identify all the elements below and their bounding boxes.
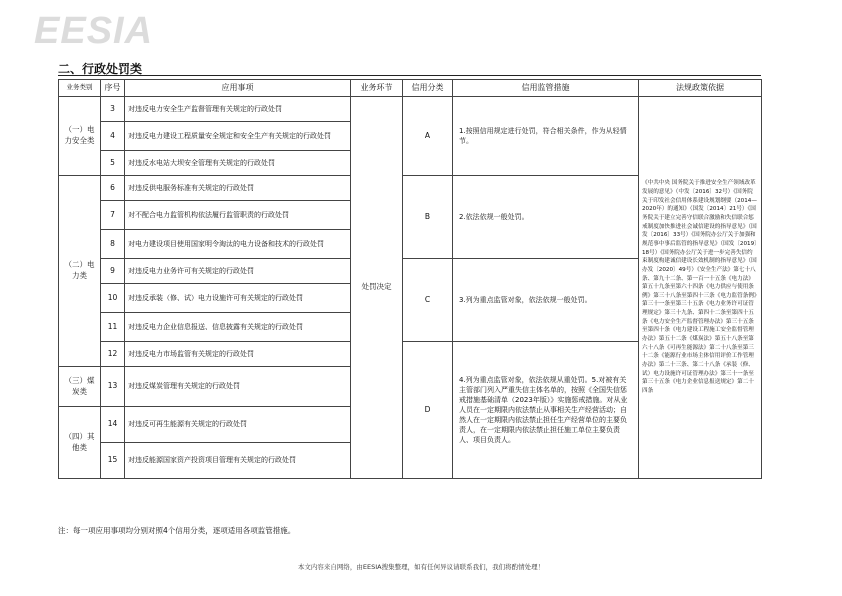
stage-cell: 处罚决定: [351, 97, 403, 479]
measures-d: 4.列为重点监管对象，依法依规从重处罚。5.对被有关主管部门列入严重失信主体名单的，按照《全国失信惩戒措施基础清单（2023年版）》实施惩戒措施。对从业人员在一定期限内依法禁止从事相关生产经营活动；自然人在一定期限内依法禁止担任生产经营单位的主要负责人，在一定期限内依法禁止担任施工单位主要负责人、项目负责人。: [453, 342, 639, 479]
header-credit-class: 信用分类: [403, 80, 453, 97]
header-row: [59, 80, 762, 97]
class-d: D: [403, 342, 453, 479]
row-number: 11: [101, 313, 125, 342]
measures-a: 1.按照信用规定进行处罚，符合相关条件，作为从轻情节。: [453, 97, 639, 176]
header-measures: 信用监管措施: [453, 80, 639, 97]
row-number: 9: [101, 259, 125, 284]
row-item: 对违反水电站大坝安全管理有关规定的行政处罚: [125, 151, 351, 176]
measures-c: 3.列为重点监管对象，依法依规一般处罚。: [453, 259, 639, 342]
class-c: C: [403, 259, 453, 342]
section-title: 二、行政处罚类: [58, 62, 143, 76]
header-item: 应用事项: [125, 80, 351, 97]
row-item: 对电力建设项目使用国家明令淘汰的电力设备和技术的行政处罚: [125, 230, 351, 259]
page-footer: 本文内容来自网络，由EESIA搜集整理，如有任何异议请联系我们，我们将酌情处理！: [297, 563, 545, 571]
row-item: 对违反电力市场监管有关规定的行政处罚: [125, 342, 351, 367]
row-number: 6: [101, 176, 125, 201]
table-note: 注：每一项应用事项均分别对照4个信用分类，逐项适用各项监管措施。: [58, 526, 296, 535]
row-number: 4: [101, 122, 125, 151]
row-item: 对违反电力安全生产监督管理有关规定的行政处罚: [125, 97, 351, 122]
header-stage: 业务环节: [351, 80, 403, 97]
row-item: 对违反供电服务标准有关规定的行政处罚: [125, 176, 351, 201]
table-row: [59, 97, 762, 122]
row-item: 对违反煤炭管理有关规定的行政处罚: [125, 367, 351, 407]
row-item: 对违反电力建设工程质量安全规定和安全生产有关规定的行政处罚: [125, 122, 351, 151]
class-a: A: [403, 97, 453, 176]
category-power: （二）电力类: [59, 176, 101, 367]
row-item: 对违反承装（修、试）电力设施许可有关规定的行政处罚: [125, 284, 351, 313]
row-number: 5: [101, 151, 125, 176]
penalty-table: [58, 79, 762, 479]
eesia-logo: EESIA: [34, 10, 154, 52]
header-basis: 法规政策依据: [639, 80, 762, 97]
class-b: B: [403, 176, 453, 259]
row-number: 8: [101, 230, 125, 259]
header-category: 业务类别: [59, 80, 101, 97]
row-number: 12: [101, 342, 125, 367]
basis-cell: 《中共中央 国务院关于推进安全生产领域改革发展的意见》（中发〔2016〕32号）《国务院关于印发社会信用体系建设规划纲要（2014—2020年）的通知》（国发〔2014〕21号）《国务院关于建立完善守信联合激励和失信联合惩戒制度加快推进社会诚信建设的指导意见》（国发〔2016〕33号）《国务院办公厅关于加强和规范事中事后监管的指导意见》（国发〔2019〕18号）《国务院办公厅关于进一步完善失信约束制度构建诚信建设长效机制的指导意见》（国办发〔2020〕49号）《安全生产法》第七十八条、第九十二条、第一百一十五条《电力法》第五十九条至第六十四条《电力供应与使用条例》第三十八条至第四十三条《电力监管条例》第三十一条至第三十五条《电力业务许可证管理规定》第三十九条、第四十二条至第四十五条《电力安全生产监督管理办法》第三十五条至第四十条《电力建设工程施工安全监督管理办法》第五十二条《煤炭法》第五十八条至第六十八条《可再生能源法》第二十八条至第三十二条《能源行业市场主体信用评价工作管理办法》第二十三条、第二十八条《承装（修、试）电力设施许可证管理办法》第三十一条至第三十五条《电力企业信息报送规定》第二十四条: [639, 97, 762, 479]
row-number: 3: [101, 97, 125, 122]
row-number: 10: [101, 284, 125, 313]
row-number: 13: [101, 367, 125, 407]
category-safety: （一）电力安全类: [59, 97, 101, 176]
category-other: （四）其他类: [59, 407, 101, 479]
row-number: 15: [101, 443, 125, 479]
row-item: 对违反电力业务许可有关规定的行政处罚: [125, 259, 351, 284]
measures-b: 2.依法依规一般处罚。: [453, 176, 639, 259]
row-item: 对违反电力企业信息报送、信息披露有关规定的行政处罚: [125, 313, 351, 342]
title-underline: [58, 75, 761, 76]
row-number: 7: [101, 201, 125, 230]
row-number: 14: [101, 407, 125, 443]
row-item: 对违反能源国家资产投资项目管理有关规定的行政处罚: [125, 443, 351, 479]
category-coal: （三）煤炭类: [59, 367, 101, 407]
header-index: 序号: [101, 80, 125, 97]
row-item: 对违反可再生能源有关规定的行政处罚: [125, 407, 351, 443]
row-item: 对不配合电力监管机构依法履行监管职责的行政处罚: [125, 201, 351, 230]
